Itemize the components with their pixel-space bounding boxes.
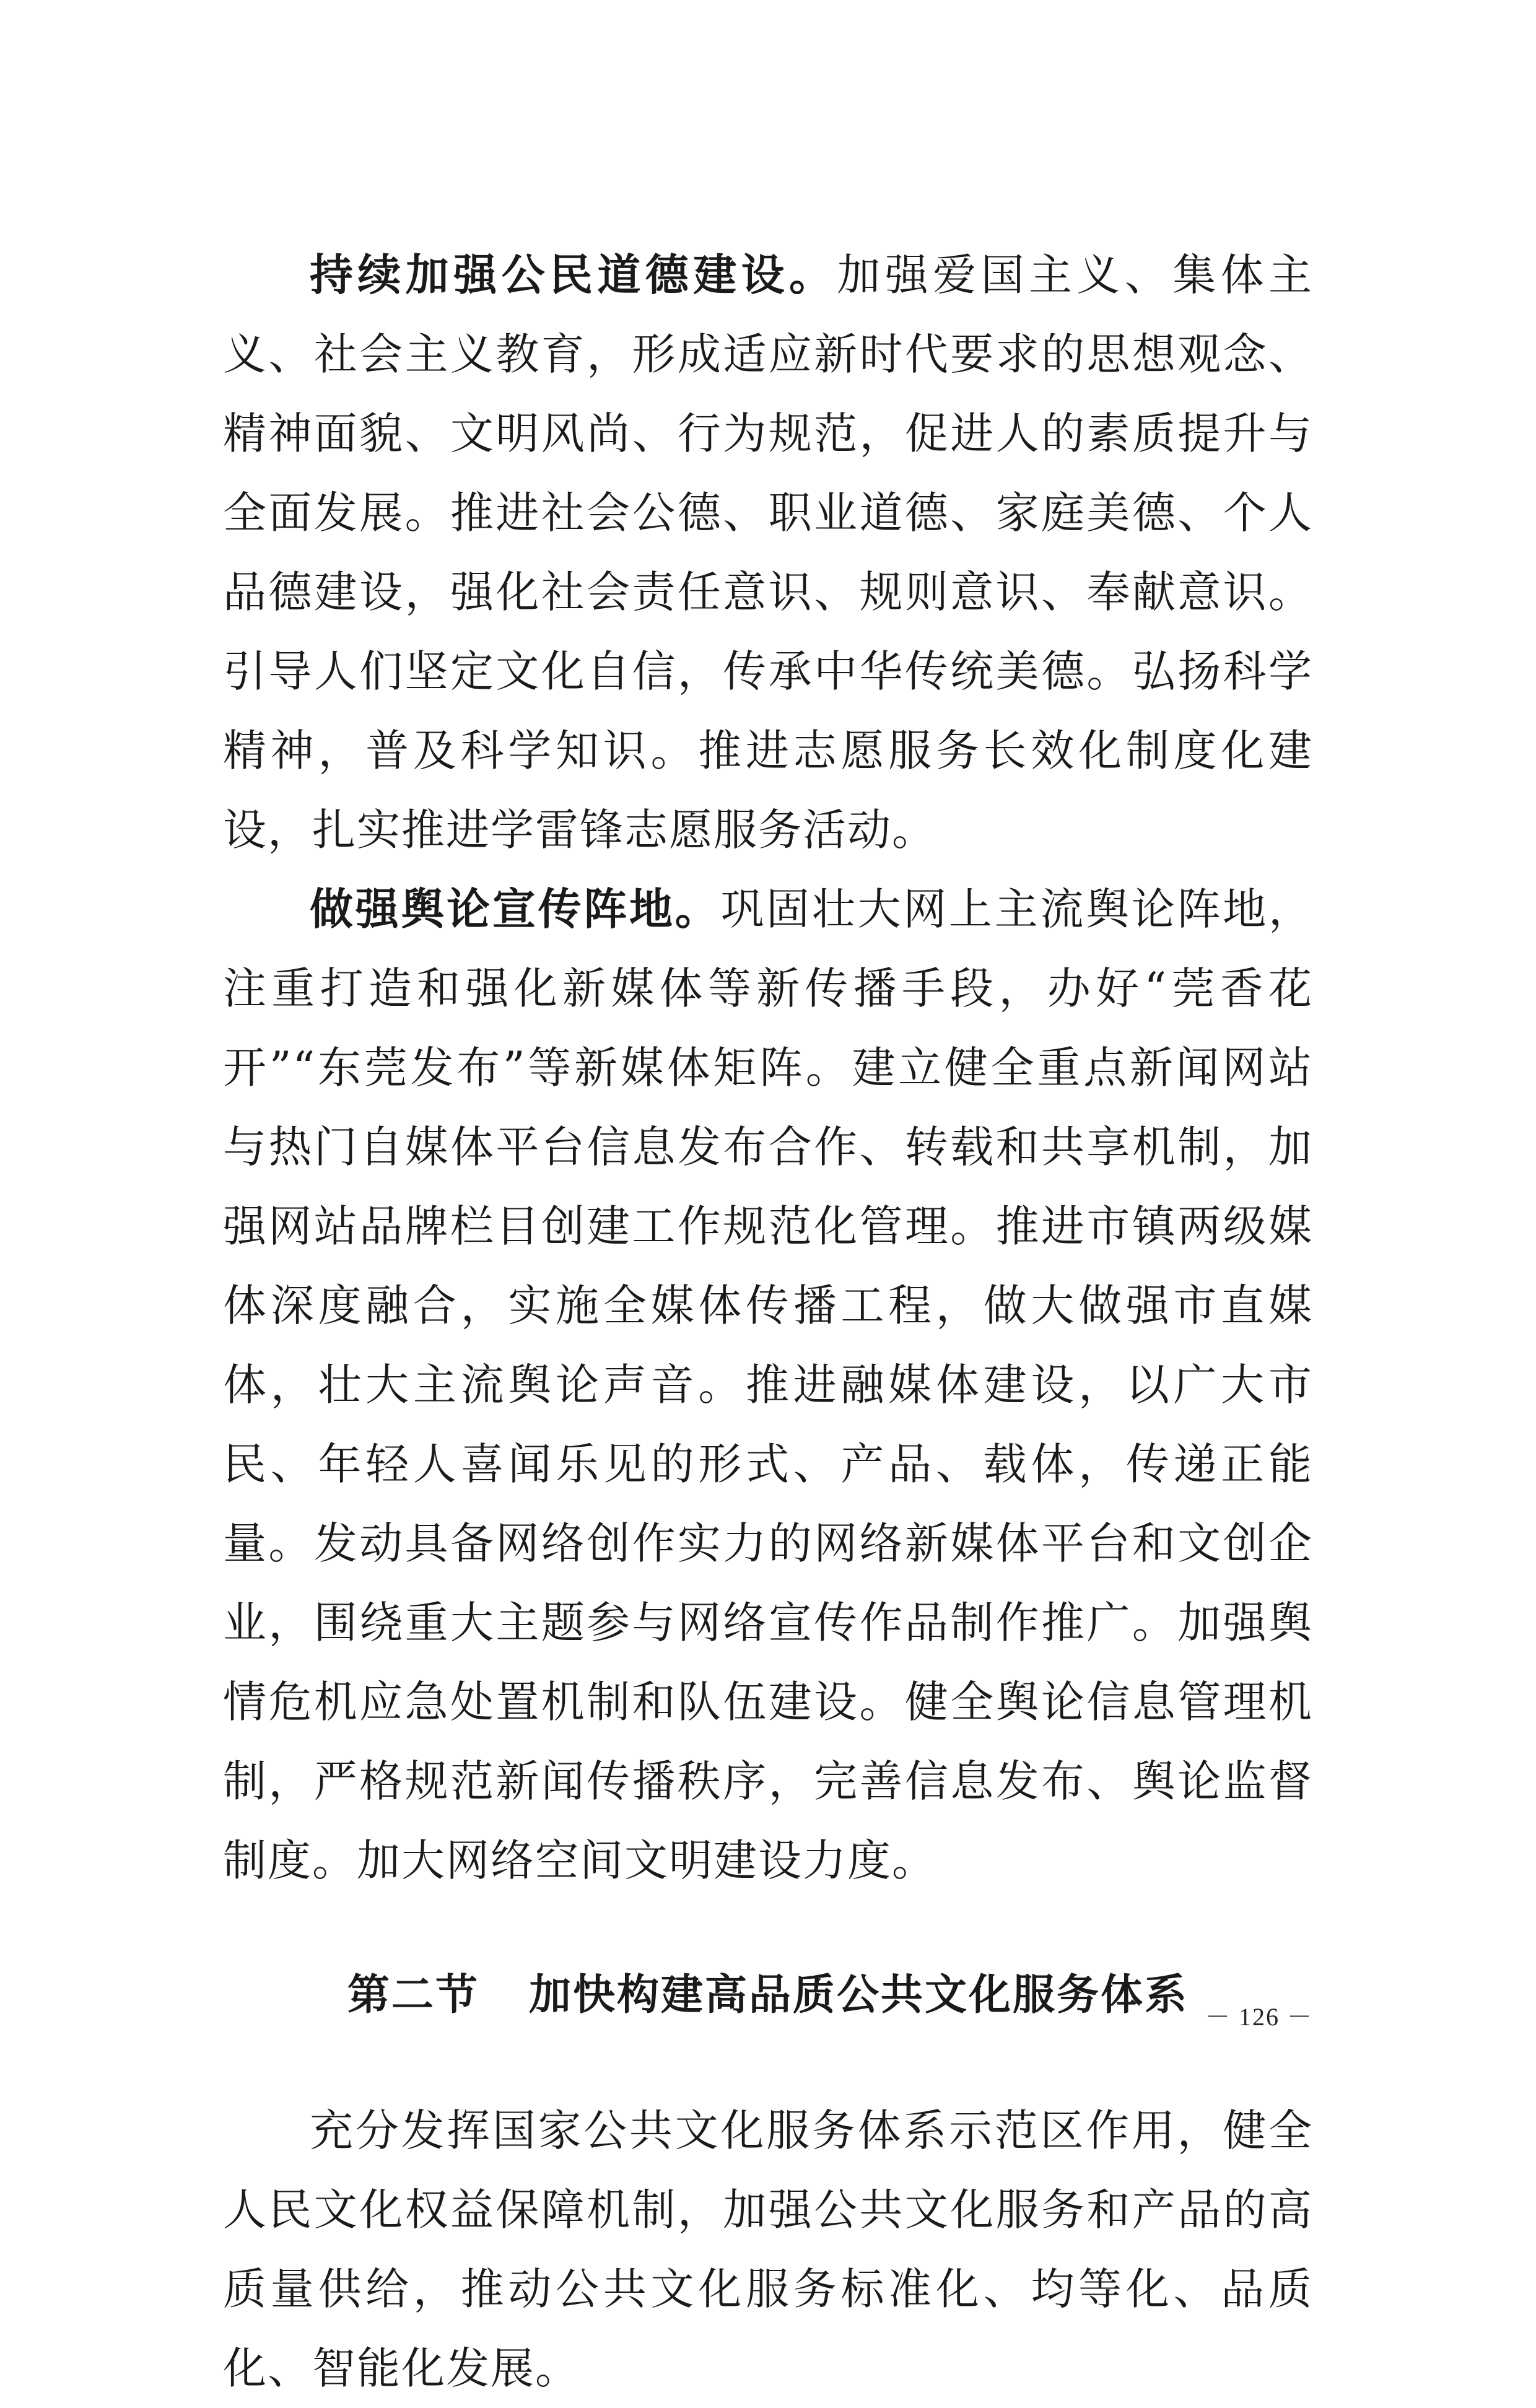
paragraph-civic-morality	[223, 235, 1313, 870]
document-page	[223, 235, 1313, 2408]
section-number: 第二节	[347, 1971, 479, 2020]
paragraph-body: 巩固壮大网上主流舆论阵地，注重打造和强化新媒体等新传播手段，办好“莞香花开”“东莞发布”等新媒体矩阵。建立健全重点新闻网站与热门自媒体平台信息发布合作、转载和共享机制，加强网站品牌栏目创建工作规范化管理。推进市镇两级媒体深度融合，实施全媒体传播工程，做大做强市直媒体，壮大主流舆论声音。推进融媒体建设，以广大市民、年轻人喜闻乐见的形式、产品、载体，传递正能量。发动具备网络创作实力的网络新媒体平台和文创企业，围绕重大主题参与网络宣传作品制作推广。加强舆情危机应急处置机制和队伍建设。健全舆论信息管理机制，严格规范新闻传播秩序，完善信息发布、舆论监督制度。加大网络空间文明建设力度。	[223, 884, 1314, 1886]
paragraph-body: 充分发挥国家公共文化服务体系示范区作用，健全人民文化权益保障机制，加强公共文化服务和产品的高质量供给，推动公共文化服务标准化、均等化、品质化、智能化发展。	[223, 2105, 1313, 2394]
paragraph-public-opinion	[223, 870, 1313, 1900]
paragraph-lead-heading: 持续加强公民道德建设。	[310, 250, 837, 300]
paragraph-lead-heading: 做强舆论宣传阵地。	[310, 884, 721, 935]
paragraph-body: 加强爱国主义、集体主义、社会主义教育，形成适应新时代要求的思想观念、精神面貌、文明风尚、行为规范，促进人的素质提升与全面发展。推进社会公德、职业道德、家庭美德、个人品德建设，强化社会责任意识、规则意识、奉献意识。引导人们坚定文化自信，传承中华传统美德。弘扬科学精神，普及科学知识。推进志愿服务长效化制度化建设，扎实推进学雷锋志愿服务活动。	[223, 250, 1314, 855]
section-heading	[223, 1956, 1313, 2035]
section-title: 加快构建高品质公共文化服务体系	[529, 1971, 1189, 2020]
paragraph-public-culture	[223, 2091, 1313, 2408]
page-number: － 126 －	[1205, 2003, 1313, 2031]
